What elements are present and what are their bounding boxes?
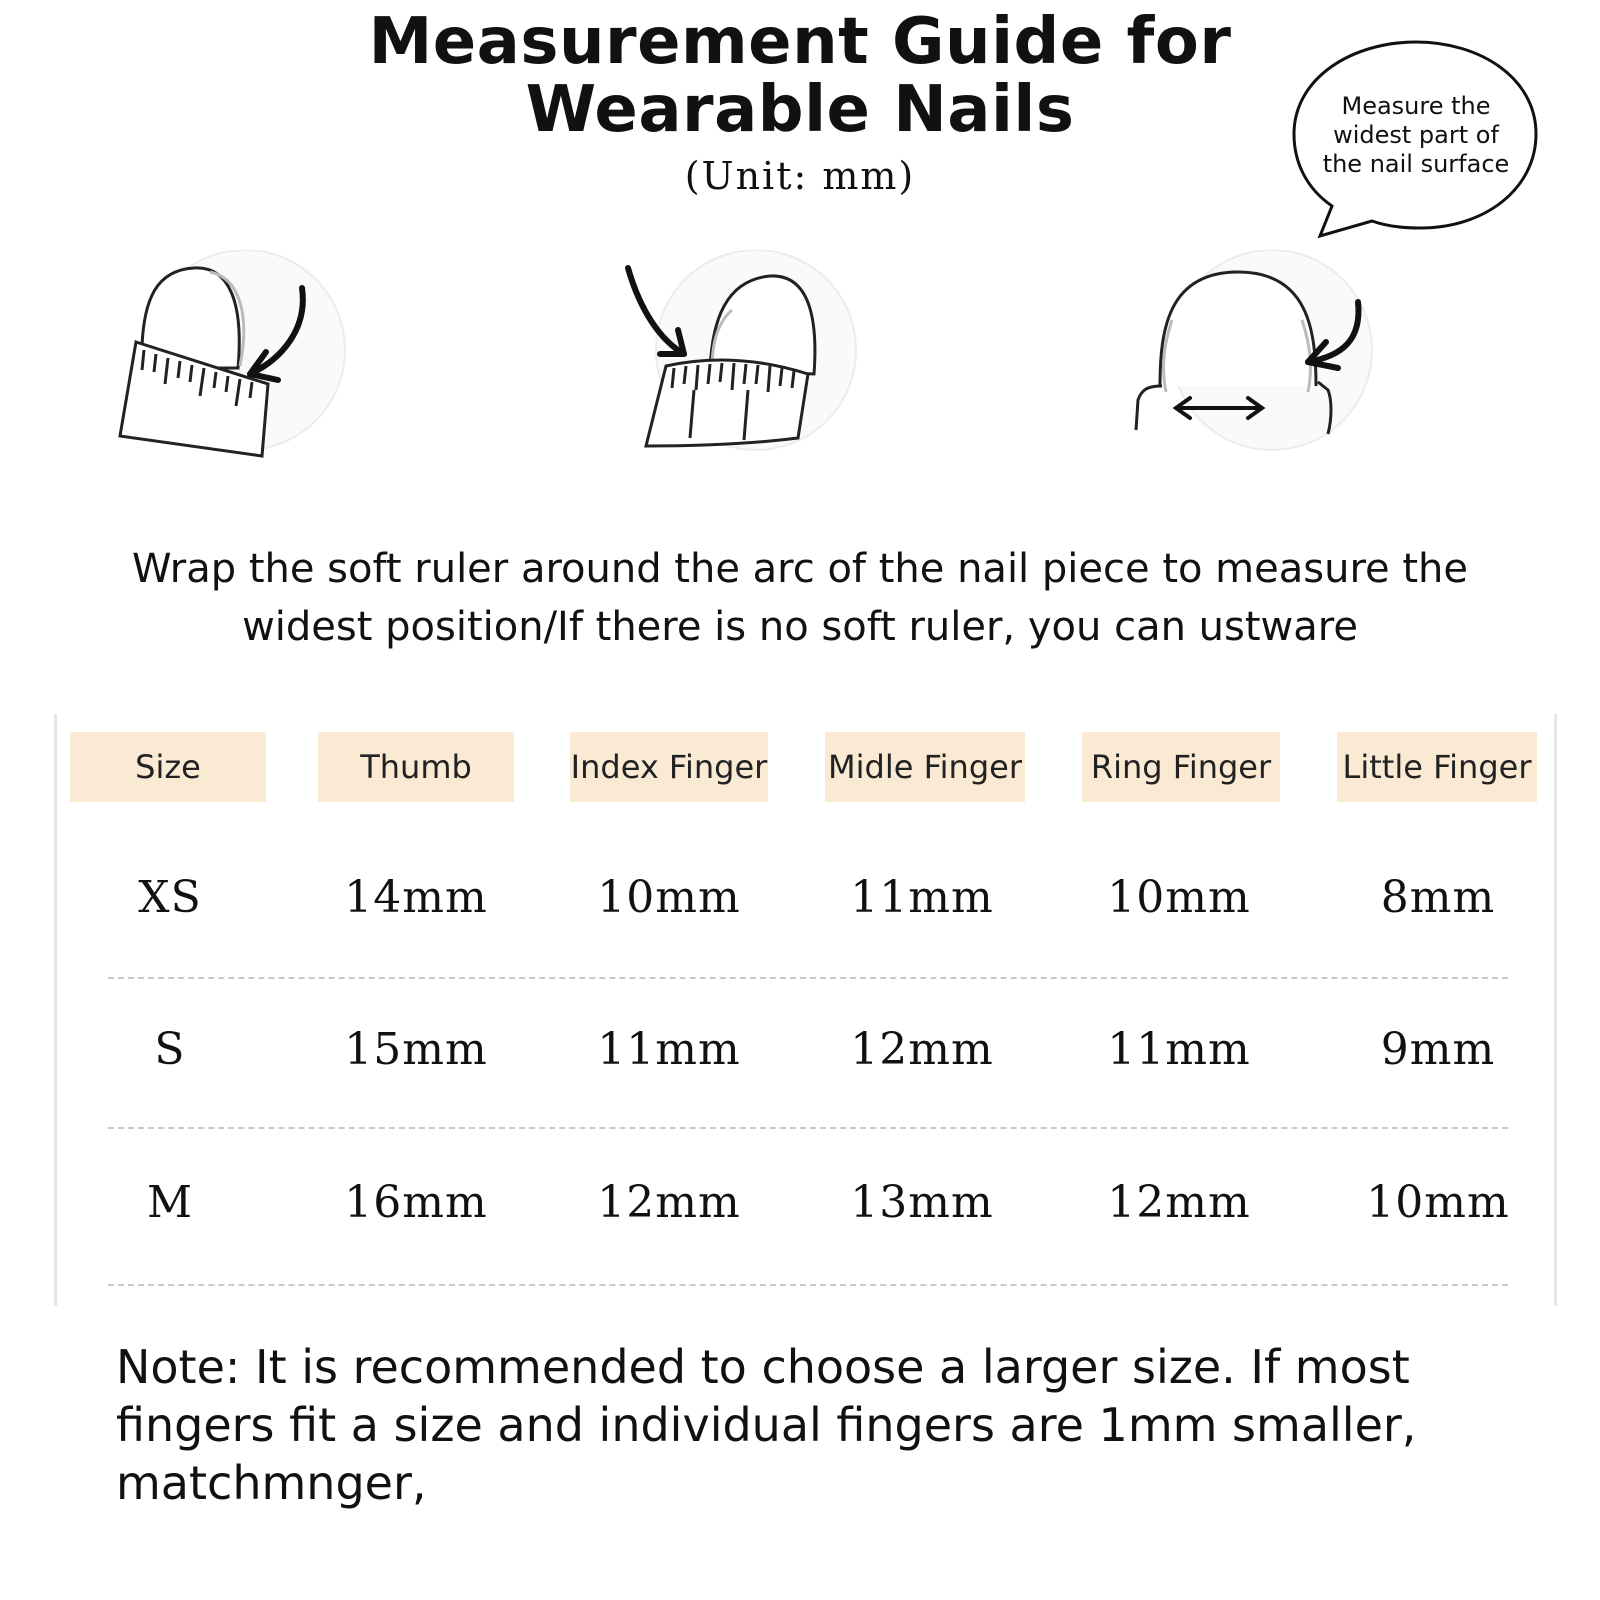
unit-label: (Unit: mm) (684, 154, 916, 198)
ruler-wrap-illustration (620, 250, 880, 476)
row-divider (108, 1127, 1508, 1129)
note-line-2: fingers fit a size and individual fingers are 1mm smaller, (116, 1398, 1417, 1452)
note-text (116, 1338, 1556, 1512)
instruction-text (40, 540, 1560, 656)
table-cell-s-little: 9mm (1380, 1024, 1496, 1075)
header-little-finger: Little Finger (1337, 732, 1537, 802)
header-thumb: Thumb (318, 732, 514, 802)
bubble-text: Measure the widest part of the nail surface (1322, 92, 1510, 178)
table-cell-m-thumb: 16mm (344, 1177, 488, 1228)
table-cell-m-size: M (146, 1177, 194, 1228)
table-cell-m-little: 10mm (1366, 1177, 1510, 1228)
header-size: Size (70, 732, 266, 802)
table-cell-xs-thumb: 14mm (344, 872, 488, 923)
title-line-2: Wearable Nails (525, 73, 1075, 147)
table-cell-m-index: 12mm (597, 1177, 741, 1228)
table-cell-xs-index: 10mm (597, 872, 741, 923)
instruction-line-2: widest position/If there is no soft ruler, you can ustware (242, 604, 1358, 650)
ruler-left-illustration (110, 250, 360, 476)
note-line-3: matchmnger, (116, 1456, 427, 1510)
note-line-1: Note: It is recommended to choose a larger size. If most (116, 1340, 1410, 1394)
table-cell-s-thumb: 15mm (344, 1024, 488, 1075)
table-cell-xs-middle: 11mm (850, 872, 994, 923)
table-cell-s-index: 11mm (597, 1024, 741, 1075)
table-cell-xs-size: XS (138, 872, 202, 923)
table-cell-m-ring: 12mm (1107, 1177, 1251, 1228)
header-middle-finger: Midle Finger (825, 732, 1025, 802)
table-cell-s-ring: 11mm (1107, 1024, 1251, 1075)
row-divider (108, 977, 1508, 979)
table-cell-xs-little: 8mm (1380, 872, 1496, 923)
row-divider (108, 1284, 1508, 1286)
table-cell-m-middle: 13mm (850, 1177, 994, 1228)
header-index-finger: Index Finger (570, 732, 768, 802)
table-cell-s-middle: 12mm (850, 1024, 994, 1075)
table-cell-xs-ring: 10mm (1107, 872, 1251, 923)
speech-bubble (1290, 38, 1542, 240)
width-arrow-illustration (1132, 250, 1392, 476)
header-ring-finger: Ring Finger (1082, 732, 1280, 802)
instruction-line-1: Wrap the soft ruler around the arc of the nail piece to measure the (132, 546, 1468, 592)
title-line-1: Measurement Guide for (368, 5, 1232, 79)
table-cell-s-size: S (154, 1024, 186, 1075)
